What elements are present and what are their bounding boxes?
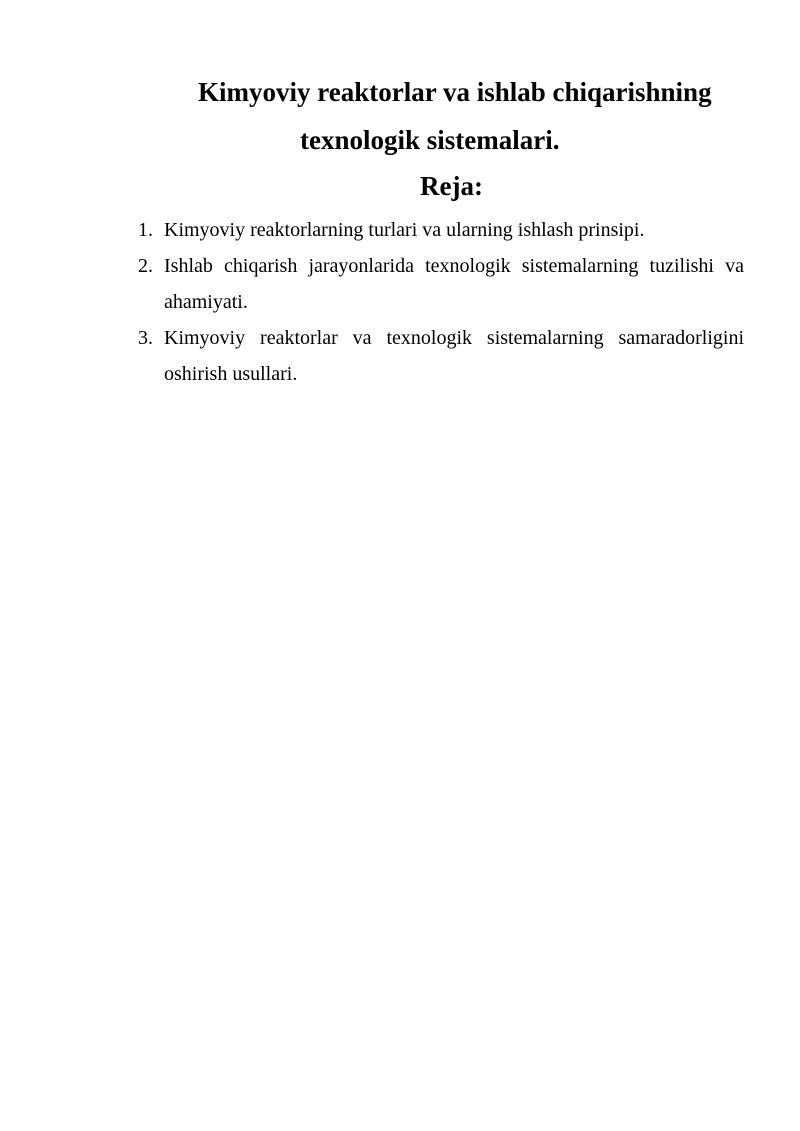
plan-item [138,248,744,320]
plan-item-number: 1. [138,219,153,241]
plan-item [138,320,744,392]
document-title-line-1: Kimyoviy reaktorlar va ishlab chiqarishning [198,77,712,107]
plan-item-number: 3. [138,327,153,349]
plan-item-text: Kimyoviy reaktorlarning turlari va ularning ishlash prinsipi. [164,219,645,241]
plan-heading: Reja: [420,171,483,201]
plan-list [138,212,744,392]
plan-item [138,212,744,248]
plan-item-text: Kimyoviy reaktorlar va texnologik sistemalarning samaradorligini oshirish usullari. [164,327,744,385]
plan-item-number: 2. [138,255,153,277]
plan-item-text: Ishlab chiqarish jarayonlarida texnologik sistemalarning tuzilishi va ahamiyati. [164,255,744,313]
document-title-line-2: texnologik sistemalari. [300,125,560,155]
